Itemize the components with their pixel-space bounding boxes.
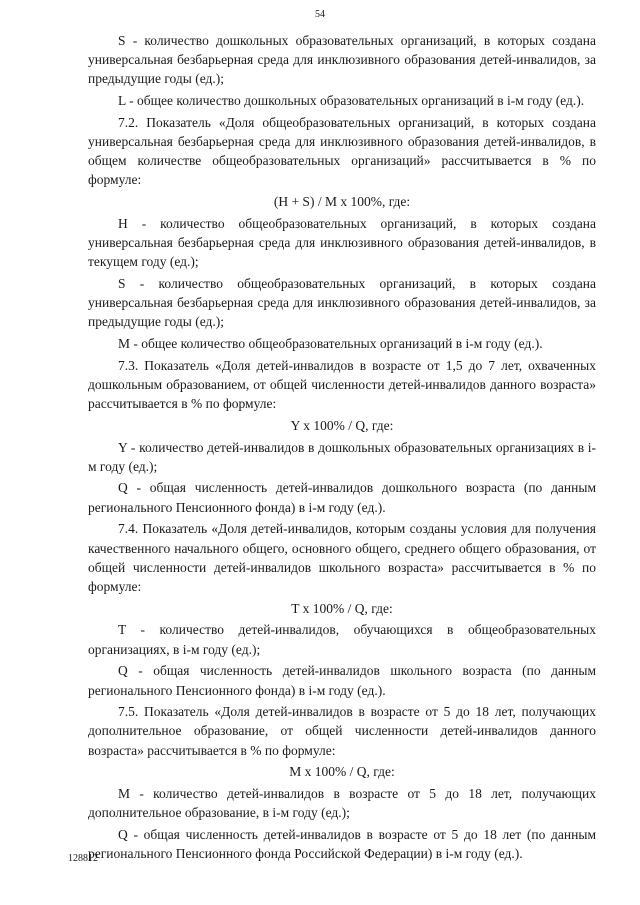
paragraph: M - общее количество общеобразовательных организаций в i-м году (ед.). xyxy=(118,336,543,352)
paragraph: M - количество детей-инвалидов в возрасте от 5 до 18 лет, получающих дополнительное образование, в i-м году (ед.); xyxy=(88,786,596,821)
paragraph: Q - общая численность детей-инвалидов школьного возраста (по данным регионального Пенсионного фонда) в i-м году (ед.). xyxy=(88,663,596,698)
paragraph: Q - общая численность детей-инвалидов в возрасте от 5 до 18 лет (по данным регионального Пенсионного фонда Российской Федерации) в i-м году (ед.). xyxy=(88,826,596,862)
paragraph: H - количество общеобразовательных организаций, в которых создана универсальная безбарьерная среда для инклюзивного образования детей-инвалидов, в текущем году (ед.); xyxy=(88,215,596,270)
formula: T x 100% / Q, где: xyxy=(291,600,393,616)
page-number: 54 xyxy=(315,9,325,20)
paragraph: S - количество общеобразовательных организаций, в которых создана универсальная безбарьерная среда для инклюзивного образования детей-инвалидов, за предыдущие годы (ед.); xyxy=(88,275,596,330)
formula: M x 100% / Q, где: xyxy=(289,764,395,780)
paragraph: L - общее количество дошкольных образовательных организаций в i-м году (ед.). xyxy=(118,93,585,109)
paragraph: Y - количество детей-инвалидов в дошкольных образовательных организациях в i-м году (ед.); xyxy=(88,439,596,474)
paragraph: Q - общая численность детей-инвалидов дошкольного возраста (по данным регионального Пенсионного фонда) в i-м году (ед.). xyxy=(88,480,596,515)
paragraph: 7.3. Показатель «Доля детей-инвалидов в возрасте от 1,5 до 7 лет, охваченных дошкольным образованием, от общей численности детей-инвалидов данного возраста» рассчитывается в % по формуле: xyxy=(88,357,596,412)
paragraph: 7.4. Показатель «Доля детей-инвалидов, которым созданы условия для получения качественного начального общего, основного общего, среднего общего образования, от общей численности детей-инвалидов школьного возраста» рассчитывается в % по формуле: xyxy=(88,521,596,594)
document-body xyxy=(88,31,596,866)
paragraph: S - количество дошкольных образовательных организаций, в которых создана универсальная безбарьерная среда для инклюзивного образования детей-инвалидов, за предыдущие годы (ед.); xyxy=(88,33,596,87)
document-code: 128812 xyxy=(68,853,98,864)
paragraph: 7.2. Показатель «Доля общеобразовательных организаций, в которых создана универсальная безбарьерная среда для инклюзивного образования детей-инвалидов, в общем количестве общеобразовательных организаций» рассчитывается в % по формуле: xyxy=(88,114,596,188)
formula: Y x 100% / Q, где: xyxy=(290,417,394,433)
paragraph: 7.5. Показатель «Доля детей-инвалидов в возрасте от 5 до 18 лет, получающих дополнительное образование, от общей численности детей-инвалидов данного возраста» рассчитывается в % по формуле: xyxy=(88,704,596,758)
paragraph: T - количество детей-инвалидов, обучающихся в общеобразовательных организациях, в i-м году (ед.); xyxy=(88,622,596,657)
formula: (H + S) / M x 100%, где: xyxy=(273,194,411,210)
